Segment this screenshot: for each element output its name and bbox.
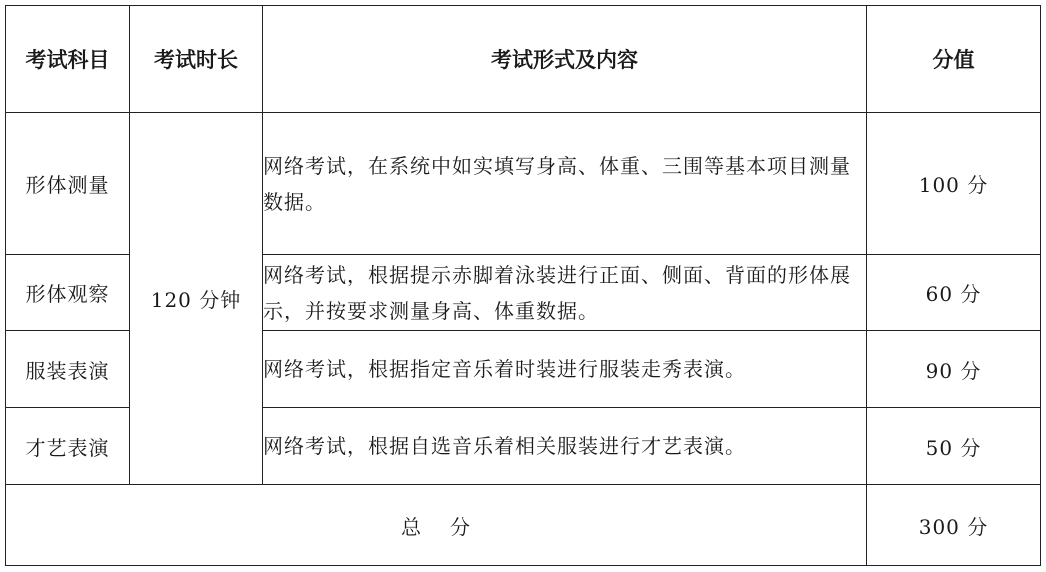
header-row bbox=[6, 6, 1041, 113]
total-row bbox=[6, 485, 1041, 566]
row-content: 网络考试，根据指定音乐着时装进行服装走秀表演。 bbox=[263, 331, 867, 408]
table-row bbox=[6, 113, 1041, 255]
row-score: 60 分 bbox=[867, 255, 1041, 331]
row-score: 100 分 bbox=[867, 113, 1041, 255]
row-subject: 才艺表演 bbox=[6, 408, 130, 485]
row-subject: 形体测量 bbox=[6, 113, 130, 255]
row-subject: 服装表演 bbox=[6, 331, 130, 408]
header-content: 考试形式及内容 bbox=[263, 6, 867, 113]
header-duration: 考试时长 bbox=[130, 6, 263, 113]
header-score: 分值 bbox=[867, 6, 1041, 113]
total-label bbox=[6, 485, 867, 566]
row-score: 90 分 bbox=[867, 331, 1041, 408]
row-content: 网络考试，根据自选音乐着相关服装进行才艺表演。 bbox=[263, 408, 867, 485]
exam-table bbox=[5, 5, 1041, 566]
row-subject: 形体观察 bbox=[6, 255, 130, 331]
row-content: 网络考试，在系统中如实填写身高、体重、三围等基本项目测量数据。 bbox=[263, 113, 867, 255]
duration-cell: 120 分钟 bbox=[130, 113, 263, 485]
row-score: 50 分 bbox=[867, 408, 1041, 485]
total-score: 300 分 bbox=[867, 485, 1041, 566]
total-label-part-1: 总 bbox=[401, 514, 422, 539]
row-content: 网络考试，根据提示赤脚着泳装进行正面、侧面、背面的形体展示，并按要求测量身高、体重数据。 bbox=[263, 255, 867, 331]
header-subject: 考试科目 bbox=[6, 6, 130, 113]
total-label-part-2: 分 bbox=[450, 514, 471, 539]
